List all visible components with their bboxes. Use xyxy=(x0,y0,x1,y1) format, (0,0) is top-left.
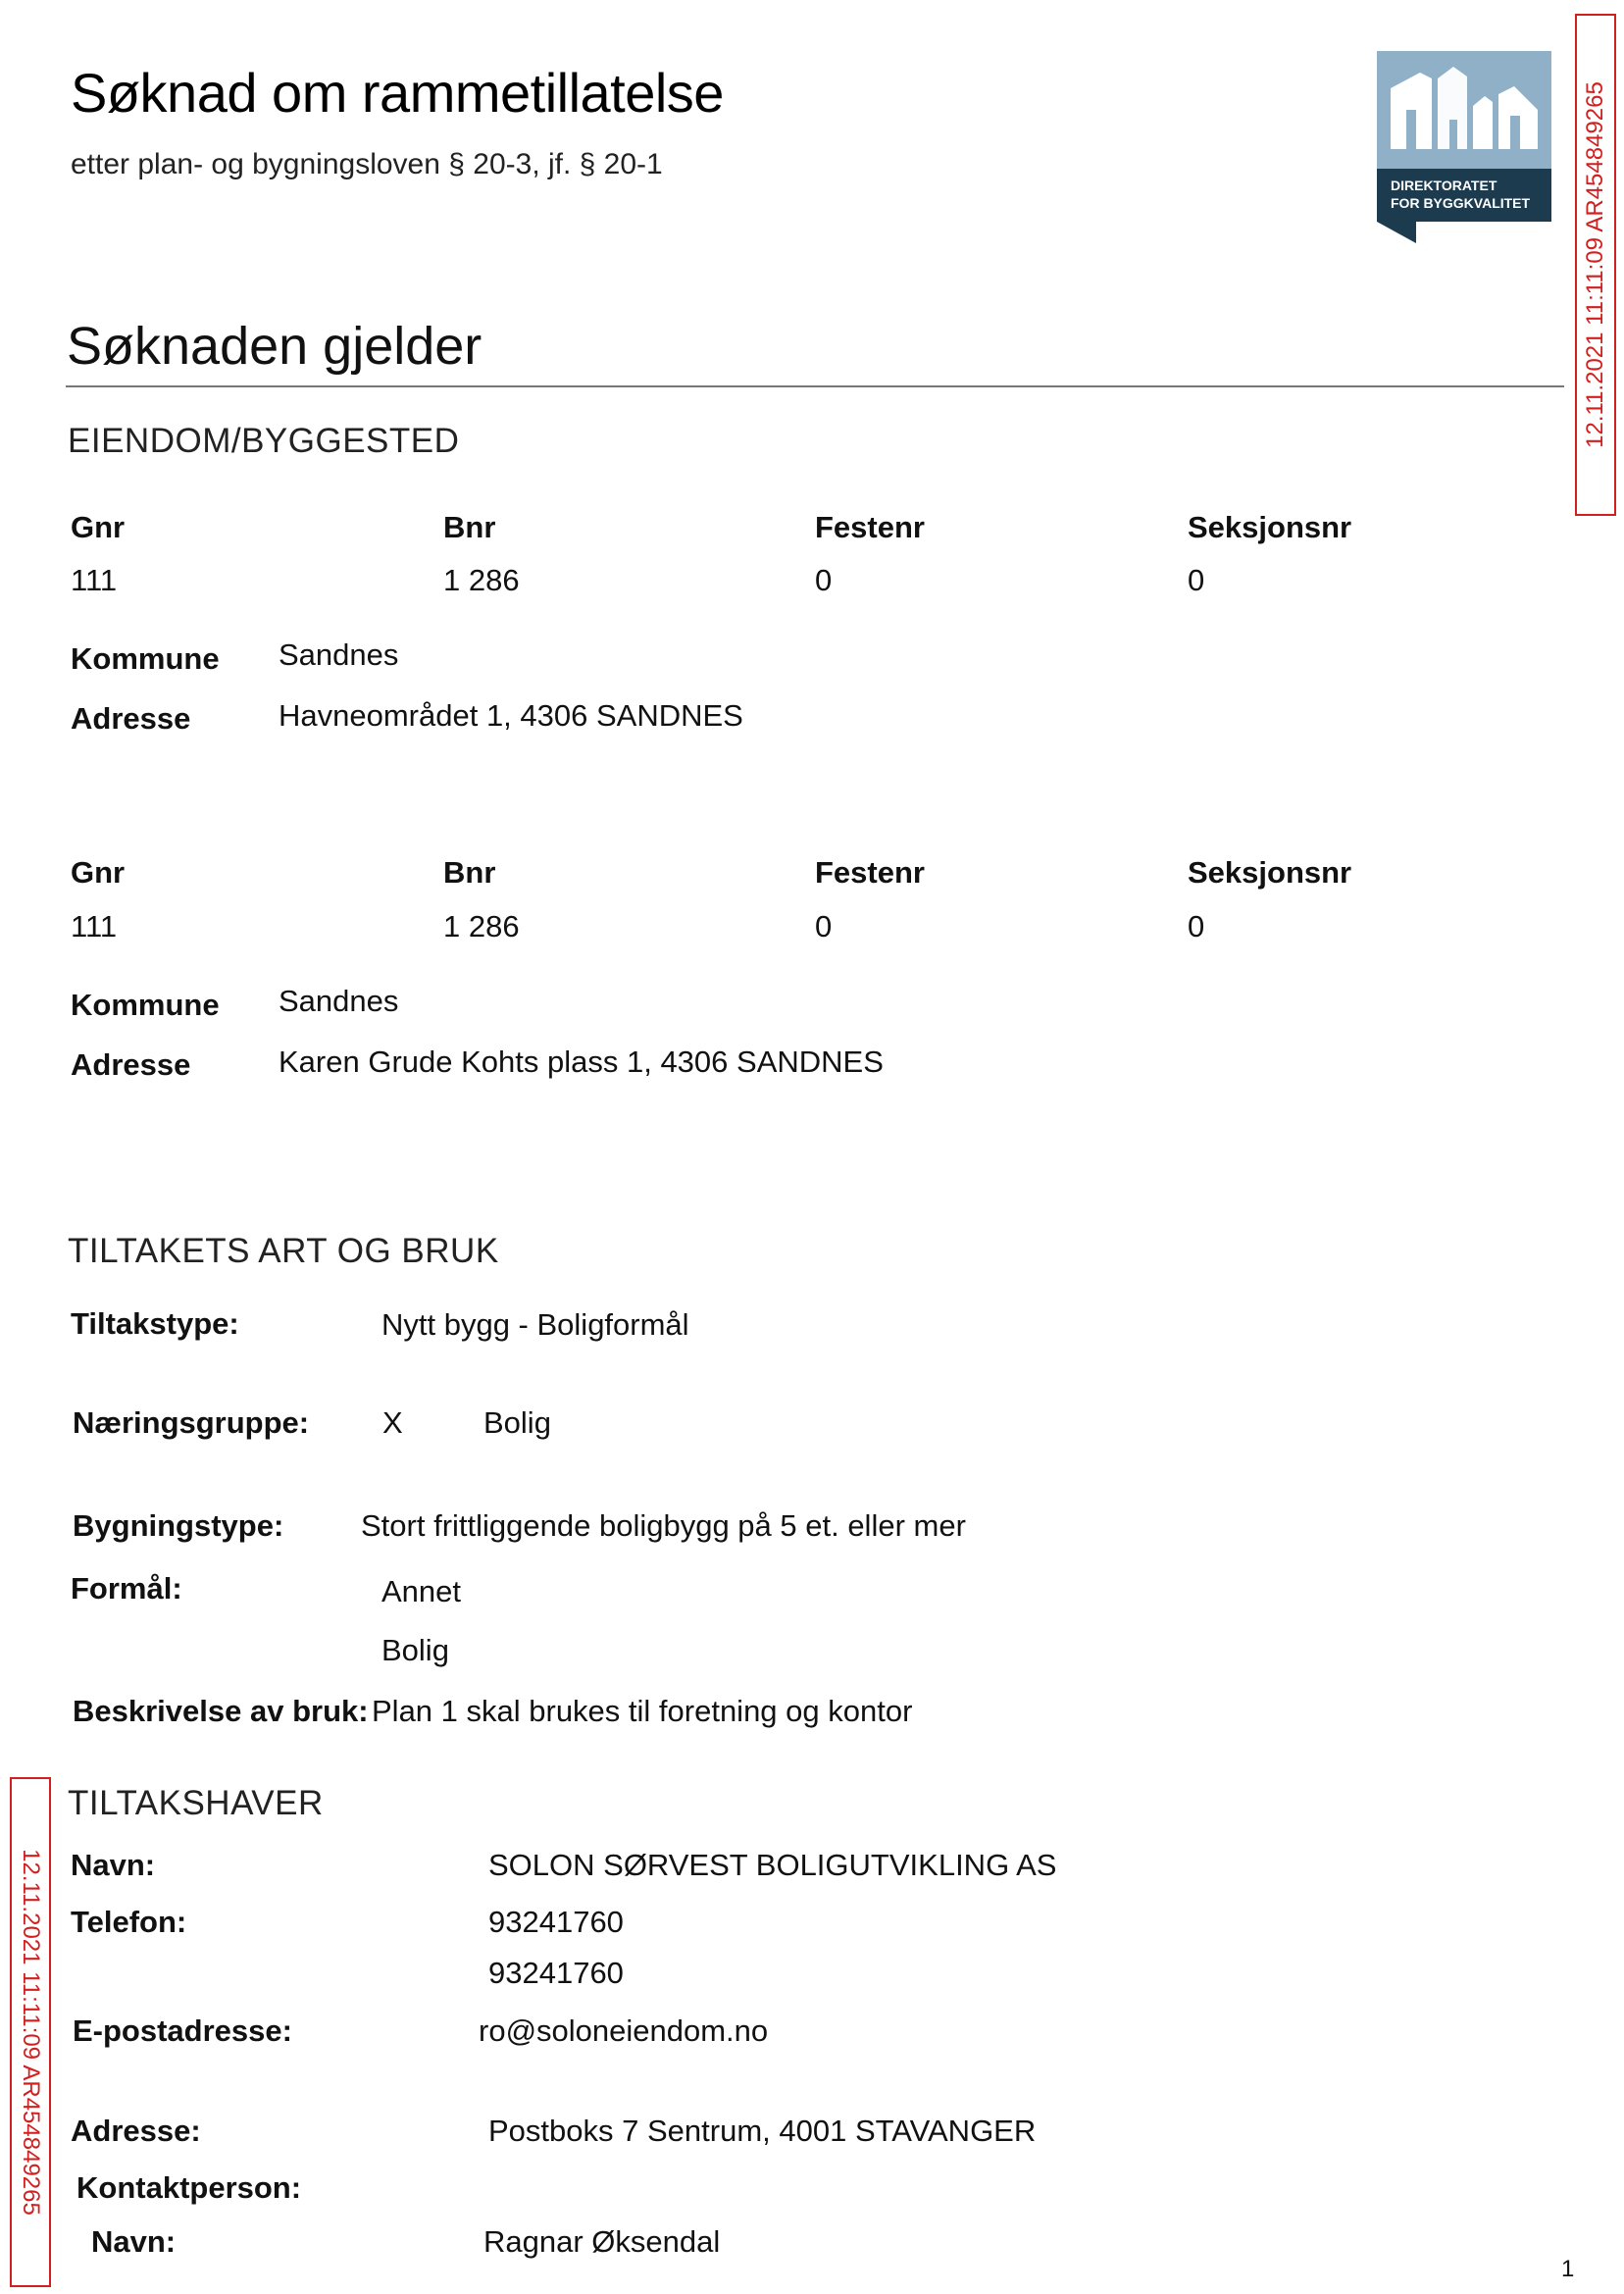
tiltakshaver-heading: TILTAKSHAVER xyxy=(68,1784,324,1822)
section-heading: Søknaden gjelder xyxy=(67,317,482,376)
receipt-stamp-left xyxy=(10,1777,51,2287)
formal-value: Bolig xyxy=(381,1633,449,1667)
festenr-value: 0 xyxy=(815,563,833,597)
seksjonsnr-value: 0 xyxy=(1188,563,1205,597)
page-title: Søknad om rammetillatelse xyxy=(71,62,724,124)
adresse-label: Adresse xyxy=(71,1047,191,1082)
adresse-label: Adresse xyxy=(71,701,191,736)
gnr-label: Gnr xyxy=(71,855,126,890)
naeringsgruppe-code: X xyxy=(382,1405,403,1440)
seksjonsnr-label: Seksjonsnr xyxy=(1188,510,1352,544)
gnr-label: Gnr xyxy=(71,510,126,544)
property-heading: EIENDOM/BYGGESTED xyxy=(68,422,460,460)
beskrivelse-label: Beskrivelse av bruk: xyxy=(73,1694,369,1728)
receipt-stamp-text: 12.11.2021 11:11:09 AR454849265 xyxy=(1582,81,1608,448)
bnr-label: Bnr xyxy=(443,510,496,544)
tiltak-heading: TILTAKETS ART OG BRUK xyxy=(68,1232,499,1270)
gnr-value: 111 xyxy=(71,563,118,597)
bygningstype-value: Stort frittliggende boligbygg på 5 et. eller mer xyxy=(361,1508,966,1543)
tiltakstype-label: Tiltakstype: xyxy=(71,1306,239,1341)
adresse-value: Postboks 7 Sentrum, 4001 STAVANGER xyxy=(488,2114,1037,2148)
seksjonsnr-value: 0 xyxy=(1188,909,1205,943)
epost-value: ro@soloneiendom.no xyxy=(479,2014,769,2048)
bnr-value: 1 286 xyxy=(443,909,520,943)
bnr-value: 1 286 xyxy=(443,563,520,597)
adresse-value: Havneområdet 1, 4306 SANDNES xyxy=(279,698,743,733)
festenr-label: Festenr xyxy=(815,855,925,890)
kommune-value: Sandnes xyxy=(279,637,399,672)
page-subtitle: etter plan- og bygningsloven § 20-3, jf. § 20-1 xyxy=(71,148,663,180)
festenr-label: Festenr xyxy=(815,510,925,544)
beskrivelse-value: Plan 1 skal brukes til foretning og kontor xyxy=(372,1694,913,1728)
kontaktperson-label: Kontaktperson: xyxy=(76,2170,302,2205)
adresse-value: Karen Grude Kohts plass 1, 4306 SANDNES xyxy=(279,1045,884,1079)
tiltakstype-value: Nytt bygg - Boligformål xyxy=(381,1307,689,1342)
navn-label: Navn: xyxy=(71,1848,156,1882)
seksjonsnr-label: Seksjonsnr xyxy=(1188,855,1352,890)
naeringsgruppe-value: Bolig xyxy=(483,1405,551,1440)
logo-text-line1: DIREKTORATET xyxy=(1391,178,1497,193)
kommune-label: Kommune xyxy=(71,641,220,676)
bygningstype-label: Bygningstype: xyxy=(73,1508,284,1543)
telefon-value: 93241760 xyxy=(488,1956,624,1990)
page-number: 1 xyxy=(1561,2256,1575,2282)
navn-value: SOLON SØRVEST BOLIGUTVIKLING AS xyxy=(488,1848,1057,1882)
receipt-stamp-right xyxy=(1575,14,1616,516)
adresse-label: Adresse: xyxy=(71,2114,201,2148)
kommune-value: Sandnes xyxy=(279,984,399,1018)
kommune-label: Kommune xyxy=(71,988,220,1022)
telefon-value: 93241760 xyxy=(488,1905,624,1939)
logo-text-line2: FOR BYGGKVALITET xyxy=(1391,195,1531,211)
gnr-value: 111 xyxy=(71,909,118,943)
section-divider xyxy=(66,385,1564,387)
bnr-label: Bnr xyxy=(443,855,496,890)
epost-label: E-postadresse: xyxy=(73,2014,292,2048)
telefon-label: Telefon: xyxy=(71,1905,187,1939)
dibk-logo xyxy=(1377,51,1551,243)
formal-label: Formål: xyxy=(71,1571,182,1606)
formal-value: Annet xyxy=(381,1574,462,1608)
festenr-value: 0 xyxy=(815,909,833,943)
kontakt-navn-label: Navn: xyxy=(91,2224,177,2259)
kontakt-navn-value: Ragnar Øksendal xyxy=(483,2224,721,2259)
receipt-stamp-text: 12.11.2021 11:11:09 AR454849265 xyxy=(18,1849,44,2216)
naeringsgruppe-label: Næringsgruppe: xyxy=(73,1405,310,1440)
